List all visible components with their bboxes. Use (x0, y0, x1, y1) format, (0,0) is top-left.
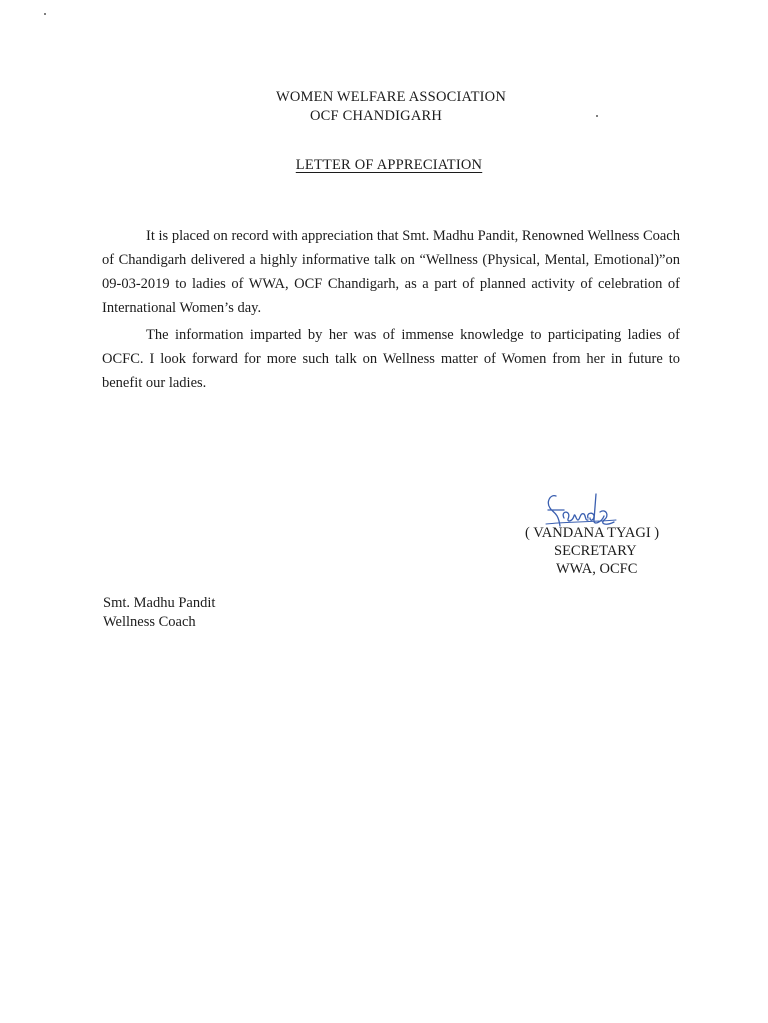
signatory-organization: WWA, OCFC (556, 561, 638, 577)
organization-unit: OCF CHANDIGARH (309, 108, 443, 124)
recipient-name: Smt. Madhu Pandit (103, 595, 216, 611)
scan-speck (44, 13, 46, 15)
signatory-designation: SECRETARY (554, 543, 637, 559)
signatory-block (512, 524, 688, 578)
letter-title (0, 157, 768, 174)
letter-title-text: LETTER OF APPRECIATION (295, 157, 483, 173)
organization-name: WOMEN WELFARE ASSOCIATION (275, 89, 507, 105)
recipient-designation: Wellness Coach (103, 614, 196, 630)
signatory-name: ( VANDANA TYAGI ) (525, 525, 660, 541)
body-paragraph-1: It is placed on record with appreciation that Smt. Madhu Pandit, Renowned Wellness Coach of Chandigarh delivered a highly informative talk on “Wellness (Physical, Mental, Emotional)”on 09-03-2019 to ladies of WWA, OCF Chandigarh, as a part of planned activity of celebration of International Women’s day. (102, 228, 680, 316)
recipient-block (103, 594, 215, 632)
body-paragraph-2: The information imparted by her was of immense knowledge to participating ladies of OCFC. I look forward for more such talk on Wellness matter of Women from her in future to benefit our ladies. (102, 327, 680, 391)
